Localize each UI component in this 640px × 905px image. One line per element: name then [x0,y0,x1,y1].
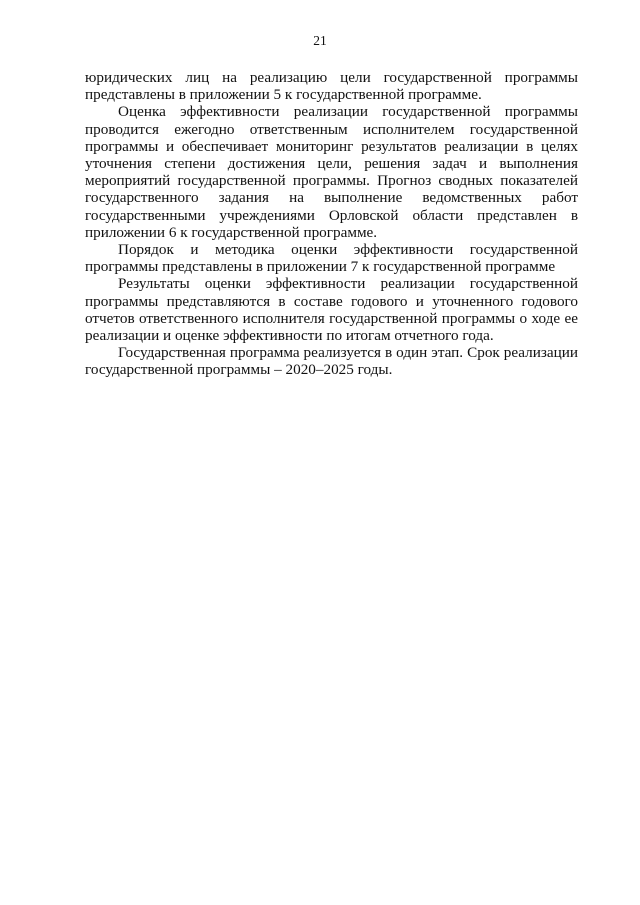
paragraph-implementation-period: Государственная программа реализуется в один этап. Срок реализации государственной программы – 2020–2025 годы. [85,344,578,379]
document-body [85,69,578,379]
page-number: 21 [313,33,327,48]
paragraph-methodology: Порядок и методика оценки эффективности государственной программы представлены в приложении 7 к государственной программе [85,241,578,276]
paragraph-results: Результаты оценки эффективности реализации государственной программы представляются в составе годового и уточненного годового отчетов ответственного исполнителя государственной программы о ходе ее реализации и оценке эффективности по итогам отчетного года. [85,275,578,345]
paragraph-legal-entities: юридических лиц на реализацию цели государственной программы представлены в приложении 5 к государственной программе. [85,69,578,104]
paragraph-efficiency-assessment: Оценка эффективности реализации государственной программы проводится ежегодно ответственным исполнителем государственной программы и обеспечивает мониторинг результатов реализации в целях уточнения степени достижения цели, решения задач и выполнения мероприятий государственной программы. Прогноз сводных показателей государственного задания на выполнение ведомственных работ государственными учреждениями Орловской области представлен в приложении 6 к государственной программе. [85,103,578,241]
